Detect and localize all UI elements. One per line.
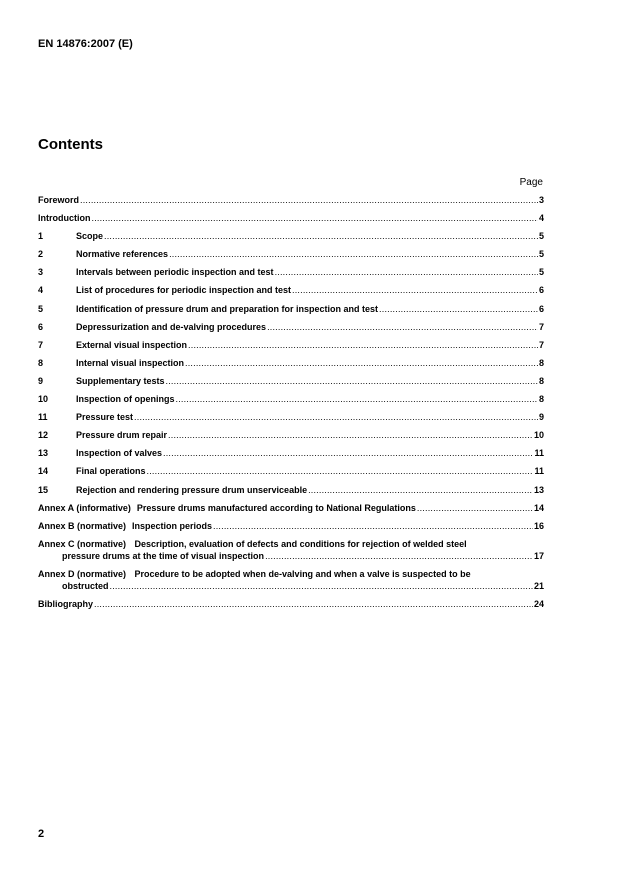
leader-dots [134,412,538,422]
toc-entry-title: Intervals between periodic inspection and test [76,267,274,278]
toc-entry-8[interactable] [38,358,544,376]
table-of-contents [38,195,544,617]
toc-entry-number: 3 [38,267,44,278]
document-id: EN 14876:2007 (E) [38,38,133,50]
toc-entry-annex-a[interactable] [38,503,544,521]
toc-entry-3[interactable] [38,267,544,285]
toc-entry-title-line1: Procedure to be adopted when de-valving and when a valve is suspected to be [134,568,471,579]
toc-entry-number: 6 [38,321,44,332]
toc-entry-page: 24 [533,598,544,609]
toc-entry-title: External visual inspection [76,339,188,350]
leader-dots [176,394,538,404]
toc-entry-page: 7 [538,339,544,350]
toc-entry-page: 9 [538,412,544,423]
toc-entry-title: Pressure drums manufactured according to National Regulations [136,502,416,513]
toc-entry-title: Inspection of valves [76,448,163,459]
toc-entry-title: Pressure test [76,412,134,423]
toc-entry-11[interactable] [38,412,544,430]
toc-entry-annex-c[interactable] [38,539,544,563]
toc-entry-number: 12 [38,430,49,441]
toc-entry-title: Identification of pressure drum and preparation for inspection and test [76,303,379,314]
toc-entry-title: Internal visual inspection [76,357,185,368]
toc-entry-page: 10 [533,430,544,441]
annex-label: Annex A (informative) [38,502,131,513]
toc-entry-title: Introduction [38,213,91,224]
toc-entry-number: 10 [38,394,49,405]
toc-entry-title: Foreword [38,195,80,205]
toc-entry-title: Scope [76,231,104,242]
toc-entry-page: 5 [538,249,544,260]
toc-entry-page: 6 [538,303,544,314]
toc-entry-page: 16 [533,520,544,531]
toc-entry-title: Supplementary tests [76,375,165,386]
leader-dots [92,213,538,223]
toc-entry-15[interactable] [38,485,544,503]
toc-entry-introduction[interactable] [38,213,544,231]
toc-entry-1[interactable] [38,231,544,249]
toc-entry-number: 2 [38,249,44,260]
toc-entry-page: 4 [538,213,544,224]
toc-entry-5[interactable] [38,304,544,322]
leader-dots [265,551,533,561]
toc-entry-number: 15 [38,484,49,495]
toc-entry-page: 11 [534,448,544,459]
toc-entry-number: 11 [38,412,48,423]
toc-entry-title: Rejection and rendering pressure drum unserviceable [76,484,308,495]
toc-entry-number: 4 [38,285,44,296]
toc-entry-page: 8 [538,375,544,386]
toc-entry-annex-d[interactable] [38,569,544,593]
toc-entry-foreword[interactable] [38,195,544,213]
toc-entry-13[interactable] [38,448,544,466]
toc-entry-9[interactable] [38,376,544,394]
toc-entry-page: 3 [538,195,544,205]
leader-dots [417,503,533,513]
toc-entry-number: 13 [38,448,49,459]
toc-entry-title: Inspection of openings [76,394,175,405]
leader-dots [292,285,538,295]
toc-entry-page: 11 [534,466,544,477]
toc-entry-annex-b[interactable] [38,521,544,539]
toc-entry-page: 8 [538,357,544,368]
leader-dots [308,485,533,495]
leader-dots [147,466,534,476]
leader-dots [185,358,538,368]
toc-entry-12[interactable] [38,430,544,448]
annex-label: Annex D (normative) [38,568,127,579]
toc-entry-page: 17 [533,550,544,561]
toc-entry-title: Pressure drum repair [76,430,168,441]
toc-entry-title: Inspection periods [132,520,213,531]
leader-dots [110,581,533,591]
leader-dots [275,267,538,277]
toc-entry-number: 8 [38,357,44,368]
toc-entry-7[interactable] [38,340,544,358]
toc-entry-bibliography[interactable] [38,599,544,617]
toc-entry-4[interactable] [38,285,544,303]
leader-dots [169,249,538,259]
page-column-label: Page [519,177,543,188]
toc-entry-title-line1: Description, evaluation of defects and conditions for rejection of welded steel [134,538,467,549]
toc-entry-page: 7 [538,321,544,332]
toc-entry-title-line2: pressure drums at the time of visual inspection [62,550,265,561]
toc-entry-page: 5 [538,267,544,278]
leader-dots [80,195,538,205]
toc-entry-page: 14 [533,502,544,513]
toc-entry-6[interactable] [38,322,544,340]
leader-dots [267,322,538,332]
toc-entry-number: 7 [38,339,44,350]
toc-entry-title: Bibliography [38,598,94,609]
toc-entry-number: 1 [38,231,44,242]
toc-entry-number: 5 [38,303,44,314]
toc-entry-2[interactable] [38,249,544,267]
annex-label: Annex B (normative) [38,520,127,531]
toc-entry-page: 6 [538,285,544,296]
leader-dots [104,231,538,241]
toc-entry-title: List of procedures for periodic inspection and test [76,285,292,296]
toc-entry-title: Depressurization and de-valving procedures [76,321,267,332]
toc-entry-14[interactable] [38,466,544,484]
leader-dots [94,599,533,609]
toc-entry-title: Normative references [76,249,169,260]
page-number: 2 [38,828,45,840]
toc-entry-page: 21 [533,580,544,591]
toc-entry-10[interactable] [38,394,544,412]
leader-dots [213,521,533,531]
leader-dots [163,448,533,458]
leader-dots [188,340,538,350]
toc-entry-page: 13 [533,484,544,495]
leader-dots [379,304,538,314]
toc-entry-page: 5 [538,231,544,242]
toc-entry-title-line2: obstructed [62,580,109,591]
toc-entry-number: 14 [38,466,49,477]
page-title: Contents [38,136,103,153]
toc-entry-title: Final operations [76,466,146,477]
leader-dots [168,430,533,440]
annex-label: Annex C (normative) [38,538,127,549]
toc-entry-number: 9 [38,375,44,386]
leader-dots [166,376,538,386]
toc-entry-page: 8 [538,394,544,405]
